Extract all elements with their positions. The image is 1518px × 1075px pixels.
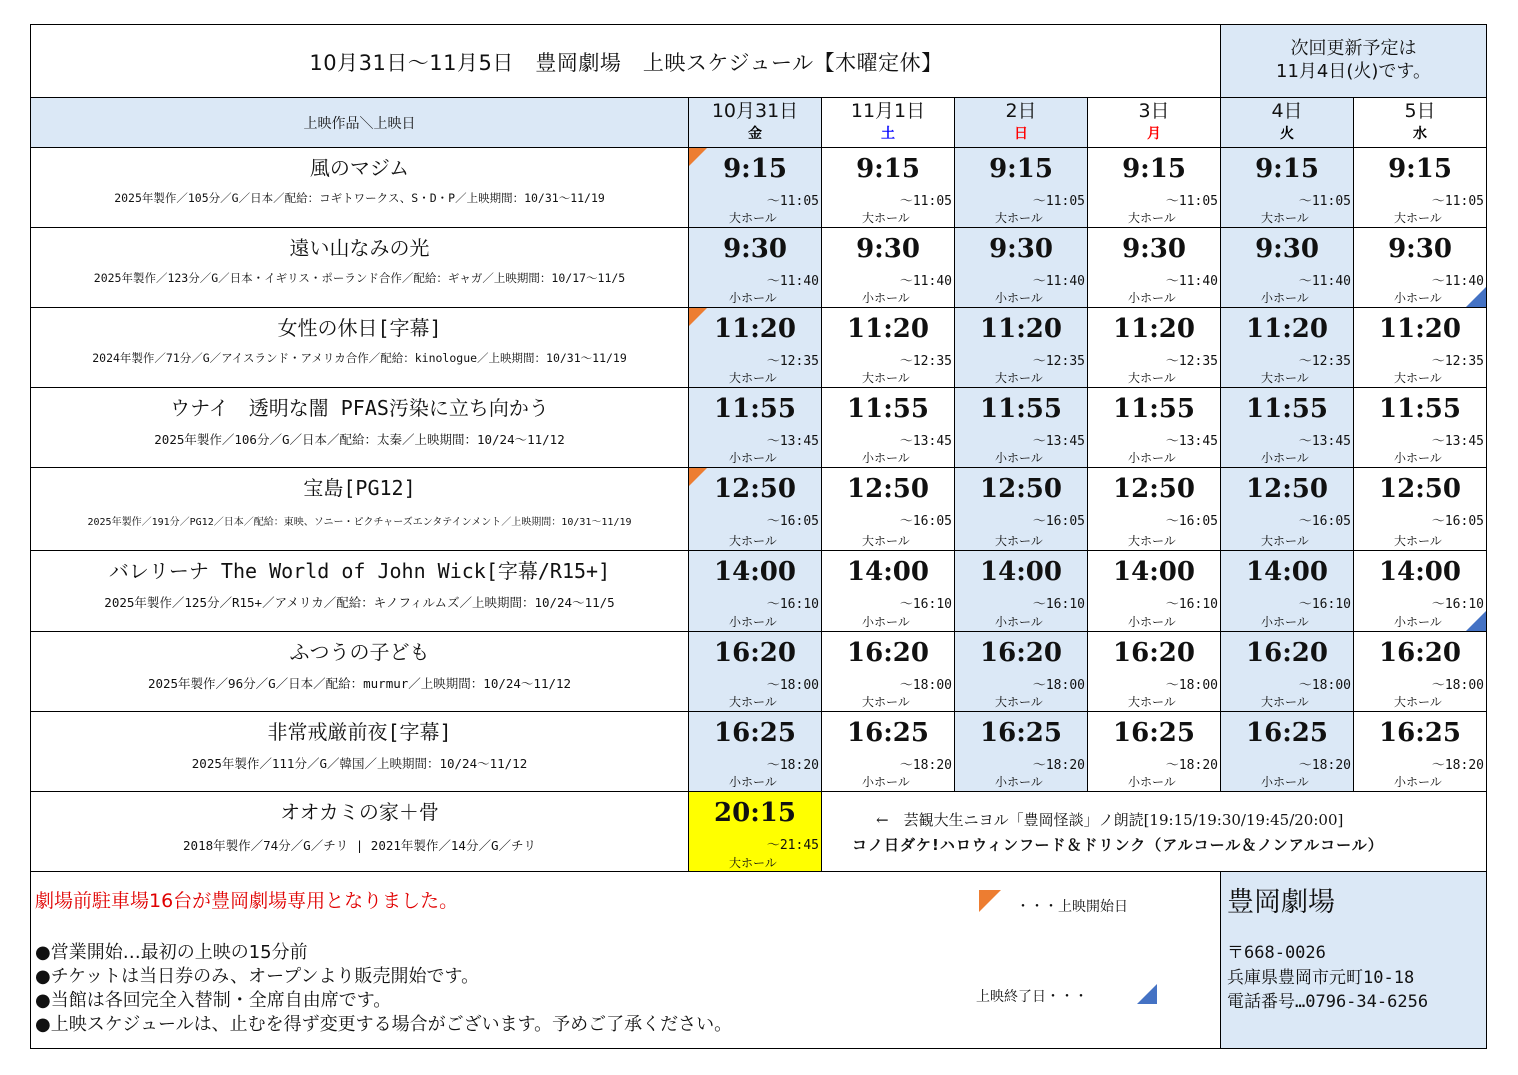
end-time: ～16:10 [1431,597,1484,612]
start-time: 11:55 [980,394,1062,424]
film-cell [31,712,689,792]
start-time: 16:20 [1379,638,1461,668]
end-time: ～16:05 [766,514,819,529]
end-time: ～13:45 [766,434,819,449]
film-title: 遠い山なみの光 [289,236,430,260]
day-date: 3日 [1138,100,1170,122]
film-cell [31,551,689,632]
hall-label: 小ホール [1261,775,1309,789]
start-time: 16:20 [1246,638,1328,668]
hall-label: 大ホール [1394,695,1442,709]
start-time: 16:25 [980,718,1062,748]
showtime-cell [1088,148,1221,228]
start-time: 16:20 [847,638,929,668]
showtime-cell [822,632,955,712]
hall-label: 大ホール [1261,371,1309,385]
hall-label: 大ホール [1128,695,1176,709]
hall-label: 大ホール [1261,211,1309,225]
end-marker-icon [1466,611,1486,631]
showtime-cell [1088,551,1221,632]
end-time: ～13:45 [1431,434,1484,449]
hall-label: 大ホール [862,211,910,225]
end-time: ～16:05 [1298,514,1351,529]
end-time: ～18:00 [1165,678,1218,693]
hall-label: 小ホール [862,775,910,789]
corner-header [31,98,689,148]
start-time: 11:20 [1379,314,1461,344]
showtime-cell [689,148,822,228]
day-header [689,98,822,148]
end-time: ～18:00 [1032,678,1085,693]
end-time: ～11:40 [766,274,819,289]
showtime-cell [689,632,822,712]
end-time: ～18:00 [899,678,952,693]
hall-label: 小ホール [1128,775,1176,789]
end-time: ～12:35 [1431,354,1484,369]
end-time: ～12:35 [766,354,819,369]
start-time: 9:15 [1122,154,1186,184]
end-time: ～11:05 [1431,194,1484,209]
special-film-info: 2018年製作／74分／G／チリ | 2021年製作／14分／G／チリ [183,838,536,853]
film-cell [31,468,689,551]
hall-label: 大ホール [862,695,910,709]
film-cell [31,632,689,712]
start-time: 16:25 [714,718,796,748]
film-cell [31,388,689,468]
start-time: 9:30 [856,234,920,264]
hall-label: 大ホール [1394,211,1442,225]
showtime-cell [1088,308,1221,388]
hall-label: 小ホール [1128,291,1176,305]
start-time: 9:30 [723,234,787,264]
film-info: 2025年製作／111分／G／韓国／上映期間：10/24～11/12 [191,756,528,771]
special-hall: 大ホール [729,856,777,870]
day-header [1221,98,1354,148]
hall-label: 大ホール [729,211,777,225]
showtime-cell [1354,551,1486,632]
day-of-week: 月 [1147,126,1161,142]
start-time: 12:50 [980,474,1062,504]
hall-label: 大ホール [862,534,910,548]
end-time: ～12:35 [1032,354,1085,369]
end-time: ～11:40 [1165,274,1218,289]
day-of-week: 火 [1280,126,1294,142]
hall-label: 小ホール [729,291,777,305]
showtime-cell [1354,632,1486,712]
end-time: ～18:20 [1298,758,1351,773]
showtime-cell [822,148,955,228]
start-time: 9:30 [1388,234,1452,264]
postal-code: 〒668-0026 [1227,943,1326,963]
update-notice [1221,25,1486,98]
end-time: ～12:35 [1298,354,1351,369]
special-note-food: コノ日ダケ!ハロウィンフード＆ドリンク（アルコール＆ノンアルコール） [852,836,1384,854]
hall-label: 大ホール [862,371,910,385]
hall-label: 大ホール [995,371,1043,385]
film-info: 2024年製作／71分／G／アイスランド・アメリカ合作／配給：kinologue／上映期間：10/31～11/19 [92,351,627,365]
start-time: 9:30 [989,234,1053,264]
day-date: 11月1日 [850,100,926,122]
showtime-cell [955,148,1088,228]
hall-label: 小ホール [862,451,910,465]
rule-line: ●上映スケジュールは、止むを得ず変更する場合がございます。予めご了承ください。 [35,1014,733,1035]
end-time: ～16:05 [899,514,952,529]
showtime-cell [1354,712,1486,792]
start-time: 11:20 [980,314,1062,344]
showtime-cell [955,308,1088,388]
showtime-cell [1354,228,1486,308]
hall-label: 大ホール [729,371,777,385]
footer-info [31,872,1221,1048]
special-note-reading: ← 芸観大生ニヨル「豊岡怪談」ノ朗読[19:15/19:30/19:45/20:00] [876,811,1344,829]
legend-start-label: ・・・上映開始日 [1016,899,1128,915]
end-time: ～13:45 [1165,434,1218,449]
start-time: 9:15 [1255,154,1319,184]
title-cell [31,25,1221,98]
showtime-cell [1221,148,1354,228]
showtime-cell [955,551,1088,632]
update-notice-line1: 次回更新予定は [1290,38,1417,59]
showtime-cell [822,712,955,792]
end-time: ～11:05 [1165,194,1218,209]
showtime-cell [1354,468,1486,551]
hall-label: 大ホール [1128,534,1176,548]
hall-label: 小ホール [1261,291,1309,305]
start-time: 9:30 [1122,234,1186,264]
start-time: 12:50 [847,474,929,504]
start-time: 16:20 [1113,638,1195,668]
start-time: 12:50 [1113,474,1195,504]
showtime-cell [689,712,822,792]
start-time: 14:00 [1113,557,1195,587]
special-film-title: オオカミの家＋骨 [280,800,439,824]
hall-label: 大ホール [729,695,777,709]
start-time: 12:50 [1379,474,1461,504]
hall-label: 小ホール [729,775,777,789]
hall-label: 小ホール [995,291,1043,305]
day-header [1088,98,1221,148]
legend-end-label: 上映終了日・・・ [976,989,1088,1005]
theatre-info [1221,872,1486,1048]
start-time: 16:25 [1113,718,1195,748]
end-time: ～11:05 [899,194,952,209]
showtime-cell [955,228,1088,308]
showtime-cell [1221,551,1354,632]
film-title: ふつうの子ども [289,640,430,664]
showtime-cell [1221,712,1354,792]
hall-label: 小ホール [729,615,777,629]
hall-label: 小ホール [862,615,910,629]
showtime-cell [1088,228,1221,308]
start-time: 11:55 [1246,394,1328,424]
showtime-cell [955,632,1088,712]
day-date: 10月31日 [711,100,799,122]
showtime-cell [822,551,955,632]
showtime-cell [689,388,822,468]
day-of-week: 日 [1014,126,1028,142]
rule-line: ●営業開始…最初の上映の15分前 [35,942,308,963]
start-time: 16:25 [1246,718,1328,748]
day-date: 2日 [1005,100,1037,122]
start-marker-icon [979,890,1001,912]
start-time: 12:50 [714,474,796,504]
end-time: ～18:00 [766,678,819,693]
showtime-cell [1354,308,1486,388]
end-time: ～16:05 [1032,514,1085,529]
hall-label: 小ホール [1261,615,1309,629]
end-time: ～18:20 [1032,758,1085,773]
end-time: ～11:40 [1298,274,1351,289]
day-of-week: 土 [881,126,895,142]
end-time: ～11:05 [766,194,819,209]
schedule-sheet [30,24,1487,1049]
end-time: ～13:45 [1032,434,1085,449]
showtime-cell [1221,468,1354,551]
start-time: 9:15 [723,154,787,184]
hall-label: 小ホール [995,451,1043,465]
hall-label: 小ホール [1394,775,1442,789]
end-time: ～12:35 [899,354,952,369]
end-time: ～11:05 [1298,194,1351,209]
day-header [822,98,955,148]
start-time: 9:15 [856,154,920,184]
hall-label: 小ホール [1394,291,1442,305]
start-time: 12:50 [1246,474,1328,504]
showtime-cell [1354,388,1486,468]
hall-label: 小ホール [1128,451,1176,465]
hall-label: 小ホール [1261,451,1309,465]
start-time: 11:20 [1113,314,1195,344]
end-time: ～16:10 [1165,597,1218,612]
end-time: ～16:10 [1032,597,1085,612]
hall-label: 大ホール [995,534,1043,548]
start-time: 16:20 [980,638,1062,668]
end-time: ～13:45 [899,434,952,449]
special-showtime [689,792,822,872]
start-time: 14:00 [980,557,1062,587]
end-time: ～11:40 [1431,274,1484,289]
theatre-phone: 電話番号…0796-34-6256 [1227,992,1429,1012]
film-cell [31,308,689,388]
start-time: 14:00 [1379,557,1461,587]
end-time: ～11:40 [1032,274,1085,289]
day-of-week: 金 [748,126,762,142]
hall-label: 大ホール [1128,371,1176,385]
hall-label: 大ホール [995,211,1043,225]
end-time: ～18:20 [899,758,952,773]
showtime-cell [1221,228,1354,308]
film-info: 2025年製作／191分／PG12／日本／配給：東映、ソニー・ピクチャーズエンタテインメント／上映期間：10/31～11/19 [87,517,632,528]
end-time: ～16:10 [766,597,819,612]
hall-label: 大ホール [1261,534,1309,548]
start-time: 14:00 [847,557,929,587]
start-time: 11:20 [1246,314,1328,344]
start-time: 11:55 [847,394,929,424]
film-cell [31,228,689,308]
showtime-cell [1221,308,1354,388]
day-header [955,98,1088,148]
special-film-cell [31,792,689,872]
end-time: ～18:20 [766,758,819,773]
hall-label: 小ホール [995,615,1043,629]
end-time: ～16:10 [899,597,952,612]
film-info: 2025年製作／106分／G／日本／配給：太秦／上映期間：10/24～11/12 [154,432,565,447]
showtime-cell [689,468,822,551]
end-time: ～16:10 [1298,597,1351,612]
showtime-cell [1088,468,1221,551]
start-time: 9:15 [1388,154,1452,184]
end-time: ～16:05 [1431,514,1484,529]
special-start-time: 20:15 [714,798,796,828]
start-time: 11:20 [714,314,796,344]
start-time: 14:00 [1246,557,1328,587]
special-note-cell [822,792,1486,872]
hall-label: 大ホール [1128,211,1176,225]
showtime-cell [822,388,955,468]
film-title: バレリーナ The World of John Wick[字幕/R15+] [108,559,611,583]
film-info: 2025年製作／96分／G／日本／配給：murmur／上映期間：10/24～11/12 [147,676,572,691]
start-time: 9:30 [1255,234,1319,264]
end-marker-icon [1137,984,1157,1004]
hall-label: 小ホール [1394,451,1442,465]
end-marker-icon [1466,287,1486,307]
film-info: 2025年製作／105分／G／日本／配給：コギトワークス、S・D・P／上映期間：10/31～11/19 [114,191,605,205]
showtime-cell [1088,632,1221,712]
end-time: ～18:20 [1165,758,1218,773]
film-title: ウナイ 透明な闇 PFAS汚染に立ち向かう [170,396,549,420]
film-cell [31,148,689,228]
start-time: 14:00 [714,557,796,587]
rule-line: ●チケットは当日券のみ、オープンより販売開始です。 [35,966,480,987]
showtime-cell [689,228,822,308]
day-of-week: 水 [1413,126,1427,142]
showtime-cell [1088,388,1221,468]
showtime-cell [822,228,955,308]
film-info: 2025年製作／125分／R15+／アメリカ／配給：キノフィルムズ／上映期間：10/24～11/5 [104,595,615,610]
theatre-address: 兵庫県豊岡市元町10-18 [1227,968,1415,988]
showtime-cell [1221,632,1354,712]
showtime-cell [689,551,822,632]
start-time: 11:55 [714,394,796,424]
special-end-time: ～21:45 [766,838,819,853]
parking-notice: 劇場前駐車場16台が豊岡劇場専用となりました。 [35,890,459,912]
start-time: 11:55 [1379,394,1461,424]
showtime-cell [955,468,1088,551]
start-time: 11:20 [847,314,929,344]
day-date: 5日 [1404,100,1436,122]
end-time: ～16:05 [1165,514,1218,529]
day-date: 4日 [1271,100,1303,122]
film-title: 非常戒厳前夜[字幕] [267,720,452,744]
hall-label: 大ホール [995,695,1043,709]
day-header [1354,98,1486,148]
showtime-cell [955,388,1088,468]
end-time: ～18:20 [1431,758,1484,773]
corner-header-label: 上映作品＼上映日 [303,115,416,132]
showtime-cell [955,712,1088,792]
film-title: 風のマジム [309,156,410,180]
showtime-cell [1221,388,1354,468]
film-title: 宝島[PG12] [303,476,416,500]
end-time: ～18:00 [1431,678,1484,693]
update-notice-line2: 11月4日(火)です。 [1276,61,1431,82]
showtime-cell [1088,712,1221,792]
start-time: 11:55 [1113,394,1195,424]
film-info: 2025年製作／123分／G／日本・イギリス・ポーランド合作／配給：ギャガ／上映期間：10/17～11/5 [93,271,626,285]
hall-label: 小ホール [862,291,910,305]
end-time: ～12:35 [1165,354,1218,369]
start-time: 16:25 [1379,718,1461,748]
start-time: 9:15 [989,154,1053,184]
hall-label: 小ホール [1128,615,1176,629]
end-time: ～11:40 [899,274,952,289]
end-time: ～13:45 [1298,434,1351,449]
hall-label: 大ホール [1394,534,1442,548]
page-title: 10月31日～11月5日 豊岡劇場 上映スケジュール【木曜定休】 [309,50,943,75]
start-time: 16:25 [847,718,929,748]
hall-label: 小ホール [1394,615,1442,629]
hall-label: 大ホール [1261,695,1309,709]
showtime-cell [822,468,955,551]
end-time: ～11:05 [1032,194,1085,209]
hall-label: 小ホール [729,451,777,465]
start-time: 16:20 [714,638,796,668]
hall-label: 大ホール [729,534,777,548]
hall-label: 大ホール [1394,371,1442,385]
theatre-name: 豊岡劇場 [1227,887,1335,918]
showtime-cell [689,308,822,388]
showtime-cell [1354,148,1486,228]
film-title: 女性の休日[字幕] [277,316,442,340]
rule-line: ●当館は各回完全入替制・全席自由席です。 [35,990,392,1011]
hall-label: 小ホール [995,775,1043,789]
end-time: ～18:00 [1298,678,1351,693]
showtime-cell [822,308,955,388]
